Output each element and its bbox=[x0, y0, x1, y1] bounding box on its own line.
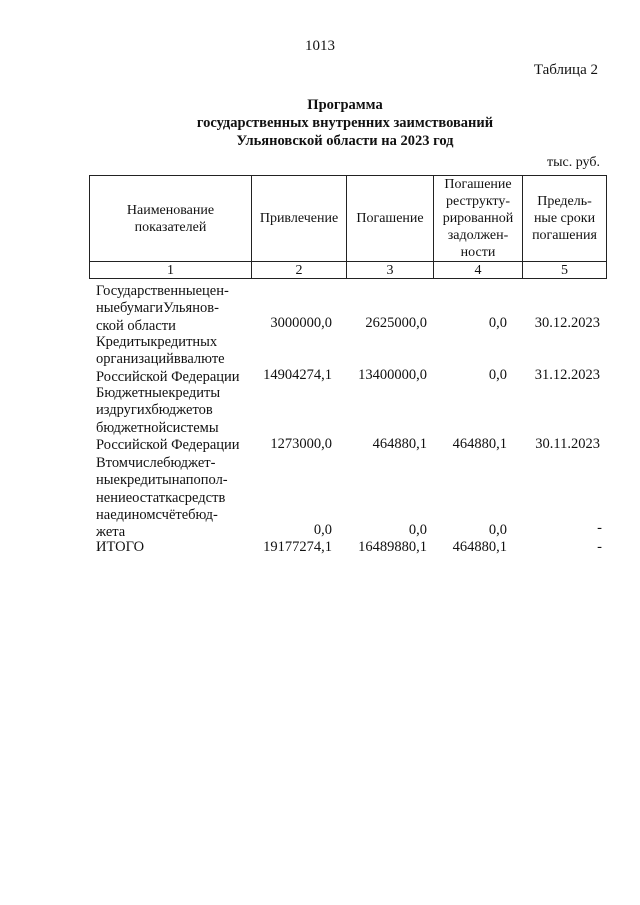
row-name-word: кредиты bbox=[119, 472, 172, 489]
header-cell-repayment bbox=[346, 175, 433, 261]
row-name-word: В bbox=[96, 455, 106, 471]
title-line-3: Ульяновской области на 2023 год bbox=[236, 133, 454, 149]
units-label: тыс. руб. bbox=[547, 155, 600, 170]
row-name-word: Кредиты bbox=[96, 334, 151, 350]
cell-attraction: 14904274,1 bbox=[263, 367, 332, 383]
table-row-name bbox=[96, 283, 248, 335]
row-name-word: системы bbox=[166, 419, 219, 436]
row-name-word: остатка bbox=[132, 489, 179, 506]
row-name-word: других bbox=[109, 402, 152, 419]
cell-attraction: 0,0 bbox=[313, 522, 332, 538]
row-name-line bbox=[96, 472, 248, 489]
row-name-word: организаций bbox=[96, 351, 174, 368]
document-title bbox=[0, 96, 640, 150]
row-name-line bbox=[96, 385, 248, 402]
cell-repayment: 16489880,1 bbox=[358, 539, 427, 555]
column-number: 5 bbox=[522, 261, 607, 279]
row-name-word: цен- bbox=[202, 283, 229, 299]
table-header bbox=[89, 175, 607, 279]
row-name-word: на bbox=[96, 506, 111, 523]
row-name-word: средств bbox=[178, 489, 226, 506]
cell-attraction: 19177274,1 bbox=[263, 539, 332, 555]
header-label: Предель- ные сроки погашения bbox=[532, 194, 597, 243]
cell-deadline: 30.12.2023 bbox=[534, 315, 600, 331]
header-cell-attraction bbox=[251, 175, 346, 261]
row-name-line bbox=[96, 351, 248, 368]
row-name-word: ные bbox=[96, 300, 120, 317]
row-name-word: нение bbox=[96, 489, 133, 506]
cell-deadline: - bbox=[597, 539, 602, 555]
table-row-name bbox=[96, 539, 248, 556]
row-name-line bbox=[96, 490, 248, 507]
row-name-line bbox=[96, 455, 248, 472]
cell-deadline: 30.11.2023 bbox=[535, 436, 600, 452]
row-name-word: валюте bbox=[180, 351, 225, 368]
title-line-1: Программа bbox=[307, 97, 383, 113]
row-name-line: жета bbox=[96, 524, 126, 541]
row-name-word: том bbox=[105, 455, 128, 471]
cell-restructured: 0,0 bbox=[488, 522, 507, 538]
cell-repayment: 2625000,0 bbox=[365, 315, 427, 331]
row-name-word: из bbox=[96, 402, 110, 419]
row-name-word: бюджетов bbox=[151, 402, 213, 419]
row-name-word: кредитных bbox=[150, 334, 218, 350]
cell-repayment: 464880,1 bbox=[372, 436, 427, 452]
cell-attraction: 1273000,0 bbox=[270, 436, 332, 452]
row-name-word: бюджетной bbox=[96, 419, 167, 436]
row-name-word: попол- bbox=[185, 472, 228, 489]
row-name-line bbox=[96, 283, 248, 300]
cell-repayment: 0,0 bbox=[408, 522, 427, 538]
header-label: Наименование показателей bbox=[126, 202, 215, 235]
page-number: 1013 bbox=[305, 38, 335, 54]
row-name-line bbox=[96, 334, 248, 351]
row-name-line bbox=[96, 507, 248, 524]
cell-restructured: 464880,1 bbox=[452, 436, 507, 452]
header-label: Погашение реструкту- рированной задолжен- ности bbox=[442, 177, 514, 260]
table-row-name bbox=[96, 385, 248, 454]
row-name-line: Российской Федерации bbox=[96, 368, 240, 385]
row-name-word: бюджет- bbox=[163, 455, 216, 471]
title-line-2: государственных внутренних заимствований bbox=[196, 115, 494, 131]
cell-restructured: 0,0 bbox=[488, 315, 507, 331]
cell-restructured: 0,0 bbox=[488, 367, 507, 383]
row-name-word: на bbox=[171, 472, 186, 489]
row-name-line: ской области bbox=[96, 317, 176, 334]
column-number: 1 bbox=[89, 261, 251, 279]
column-number: 4 bbox=[433, 261, 522, 279]
header-cell-name bbox=[89, 175, 251, 261]
row-name-line bbox=[96, 420, 248, 437]
column-number: 2 bbox=[251, 261, 346, 279]
cell-attraction: 3000000,0 bbox=[270, 315, 332, 331]
row-name-word: едином bbox=[110, 506, 156, 523]
table-row-name bbox=[96, 455, 248, 541]
row-name-word: кредиты bbox=[168, 385, 221, 401]
header-label: Привлечение bbox=[259, 211, 339, 226]
row-name-word: Бюджетные bbox=[96, 385, 169, 401]
row-name-word: ные bbox=[96, 472, 120, 489]
cell-deadline: 31.12.2023 bbox=[534, 367, 600, 383]
row-name-line: Российской Федерации bbox=[96, 436, 240, 453]
header-cell-deadline bbox=[522, 175, 607, 261]
row-name-word: Государственные bbox=[96, 283, 203, 299]
row-name-word: счёте bbox=[155, 506, 189, 523]
cell-restructured: 464880,1 bbox=[452, 539, 507, 555]
column-number: 3 bbox=[346, 261, 433, 279]
row-name-line: ИТОГО bbox=[96, 539, 145, 555]
row-name-line bbox=[96, 300, 248, 317]
header-label: Погашение bbox=[356, 211, 424, 226]
row-name-word: в bbox=[173, 351, 181, 368]
table-label: Таблица 2 bbox=[533, 62, 598, 78]
row-name-word: бюд- bbox=[188, 506, 218, 523]
cell-deadline: - bbox=[597, 520, 602, 536]
row-name-word: бумаги bbox=[119, 300, 164, 317]
table-row-name bbox=[96, 334, 248, 386]
row-name-word: Ульянов- bbox=[163, 300, 219, 317]
row-name-word: числе bbox=[127, 455, 164, 471]
header-cell-restructured bbox=[433, 175, 522, 261]
row-name-line bbox=[96, 402, 248, 419]
cell-repayment: 13400000,0 bbox=[358, 367, 427, 383]
